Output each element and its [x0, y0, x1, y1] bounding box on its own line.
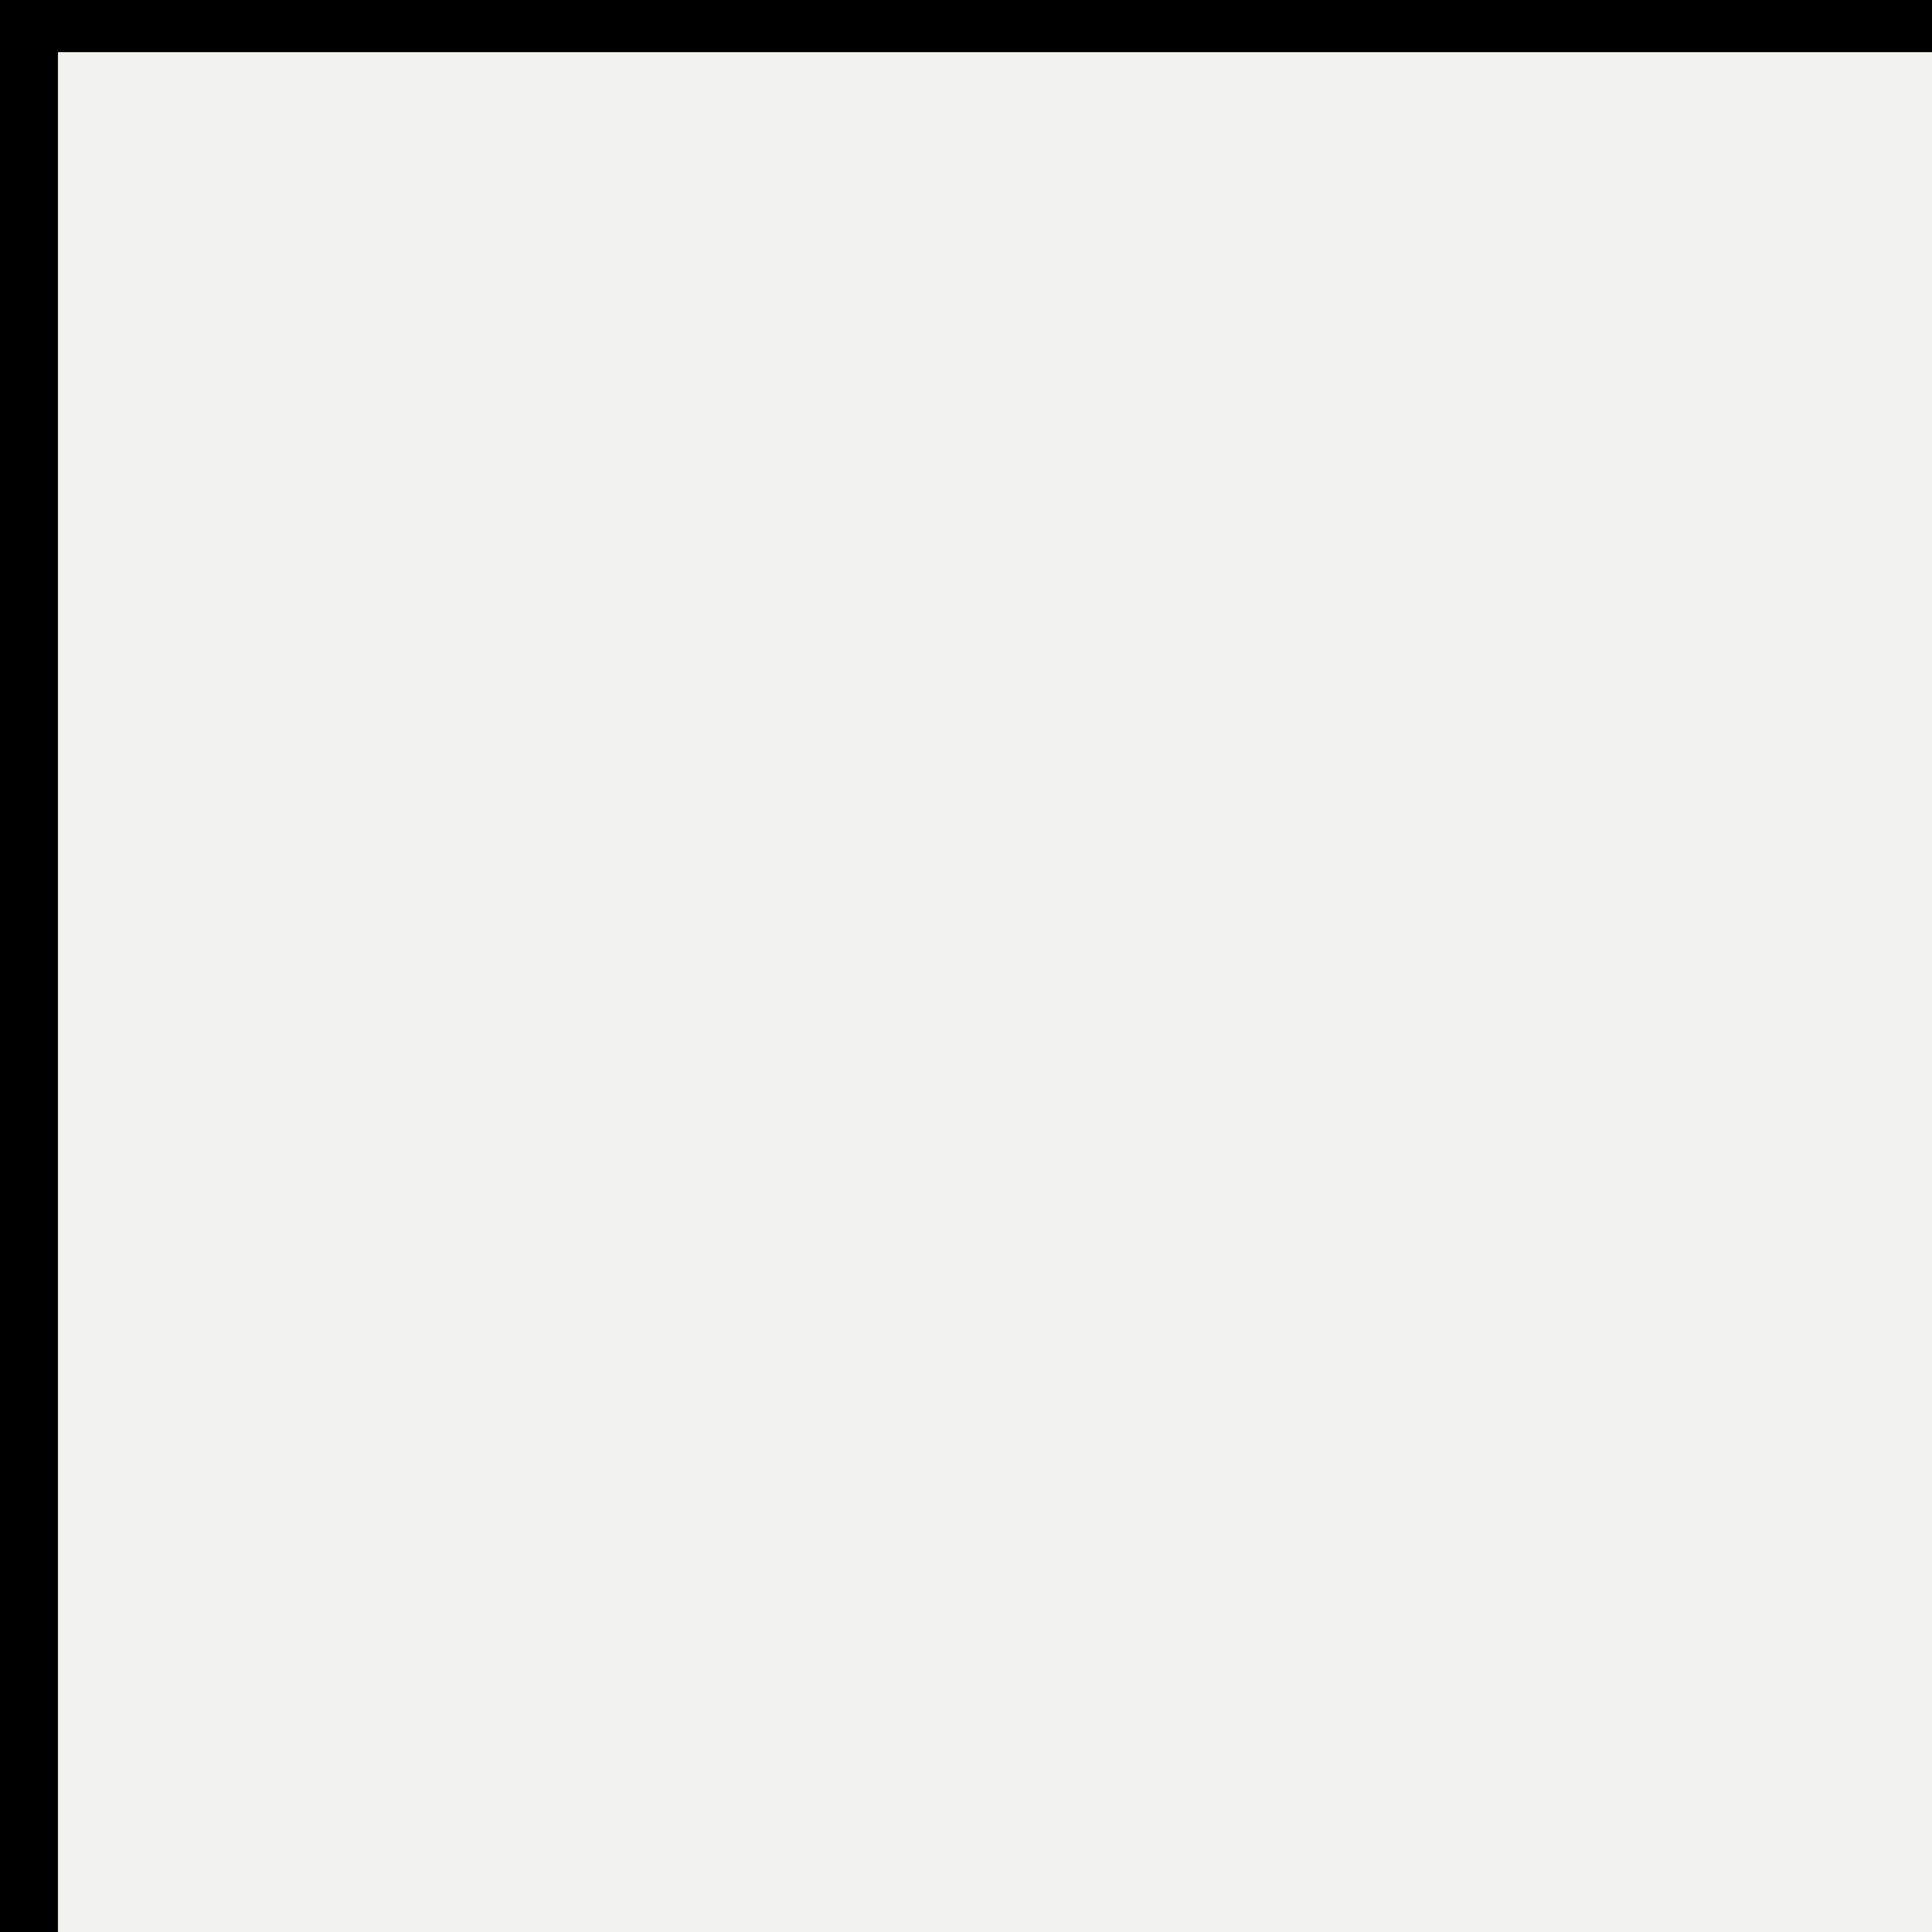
- schedule-grid: [58, 52, 1932, 1932]
- census-sheet: [58, 52, 1932, 1932]
